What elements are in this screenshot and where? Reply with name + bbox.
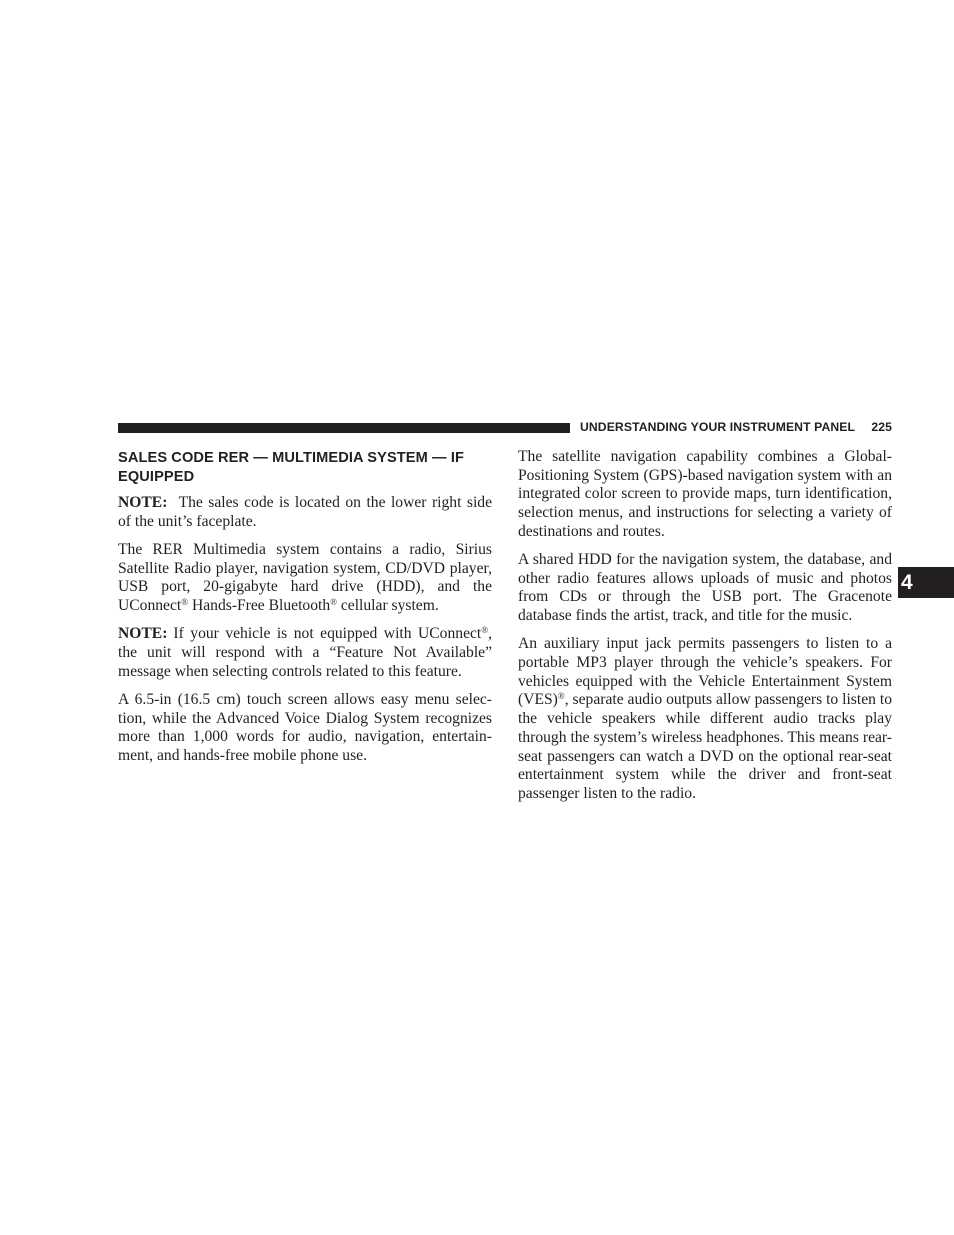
text-run: If your vehicle is not equipped with UConnect [173, 625, 482, 643]
registered-mark: ® [481, 625, 489, 636]
text-run: , the unit will respond with a “Feature Not Available” message when selecting controls related to this feature. [118, 625, 492, 680]
text-run: cellular system. [336, 597, 439, 615]
header-rule-bar [118, 423, 570, 433]
note-label: NOTE: [118, 494, 168, 511]
note-paragraph-2 [118, 625, 492, 681]
chapter-tab: 4 [898, 567, 954, 598]
body-paragraph: The satellite navigation capability combines a Global-Positioning System (GPS)-based navigation system with an integrated color screen to provide maps, turn identification, selection menus, and instructions for selecting a variety of destinations and routes. [518, 448, 892, 540]
page-number: 225 [871, 420, 892, 434]
left-column [118, 448, 492, 775]
text-run: An auxiliary input jack permits passengers to listen to a portable MP3 player through the vehicle’s speakers. For vehicles equipped with the Vehicle Entertainment System (VES) [518, 635, 892, 709]
text-run: , separate audio outputs allow passengers to listen to the vehicle speakers while different audio tracks play through the system’s wireless headphones. This means rear-seat passengers can watch a DVD on the optional rear-seat entertainment system while the driver and front-seat passenger listen to the radio. [518, 691, 892, 802]
note-paragraph-1 [118, 494, 492, 531]
registered-mark: ® [330, 597, 337, 608]
note-label: NOTE: [118, 625, 168, 643]
body-paragraph: A shared HDD for the navigation system, the database, and other radio features allows uploads of music and photos from CDs or through the USB port. The Gracenote database finds the artist, track, and title for the music. [518, 551, 892, 625]
body-paragraph [518, 635, 892, 803]
section-heading: SALES CODE RER — MULTIMEDIA SYSTEM — IF EQUIPPED [118, 450, 465, 485]
text-run: The RER Multimedia system contains a radio, Sirius Satellite Radio player, navigation system, CD/DVD player, USB port, 20-gigabyte hard drive (HDD), and the UConnect [118, 540, 492, 615]
right-column [518, 448, 892, 813]
running-header-title: UNDERSTANDING YOUR INSTRUMENT PANEL [580, 420, 856, 434]
body-paragraph: A 6.5-in (16.5 cm) touch screen allows easy menu selection, while the Advanced Voice Dialog System recognizes more than 1,000 words for audio, navigation, entertainment, and hands-free mobile phone use. [118, 690, 492, 764]
body-paragraph [118, 541, 492, 616]
registered-mark: ® [557, 691, 565, 702]
note-text: The sales code is located on the lower right side of the unit’s faceplate. [118, 494, 492, 530]
running-header [580, 420, 892, 434]
registered-mark: ® [181, 597, 189, 608]
text-run: Hands-Free Bluetooth [188, 597, 331, 615]
